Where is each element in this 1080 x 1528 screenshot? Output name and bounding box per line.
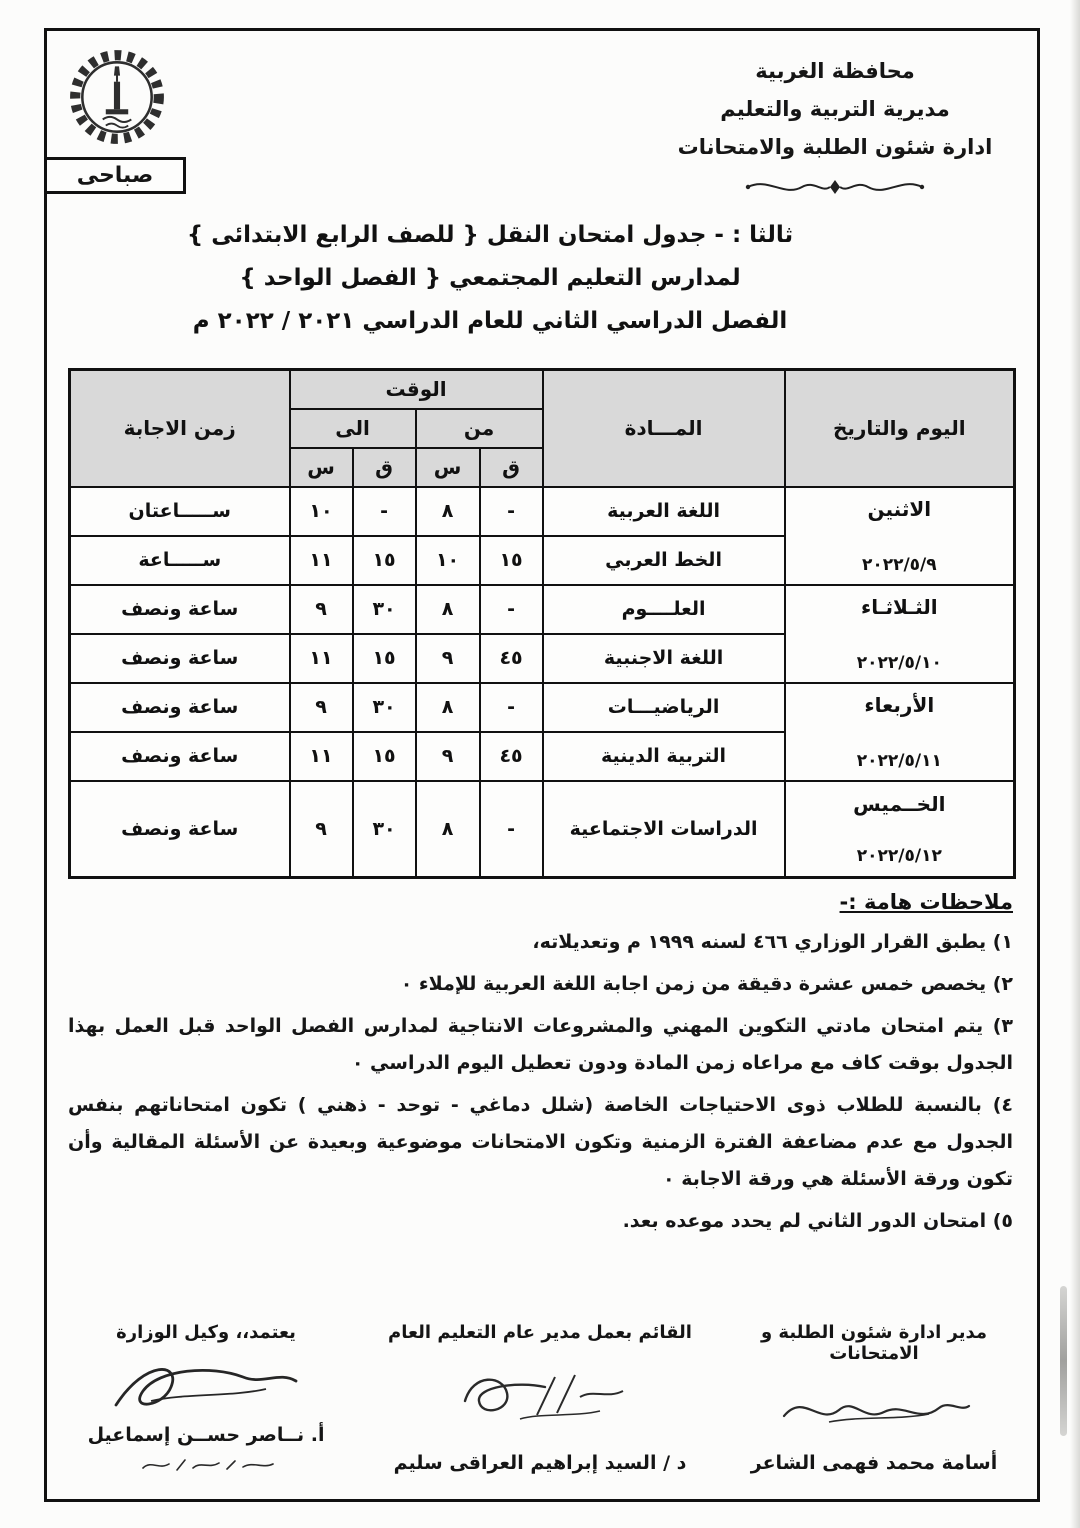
day-cell [785, 585, 1015, 683]
signature-name: د / السيد إبراهيم العراقى سليم [393, 1452, 687, 1474]
to-minutes-cell: ١٥ [353, 634, 416, 683]
to-minutes-cell: ٣٠ [353, 781, 416, 878]
from-hours-cell: ٨ [416, 487, 480, 536]
signature-mark-icon [81, 1355, 331, 1413]
day-name: الخــميس [853, 791, 946, 816]
org-directorate: مديرية التربية والتعليم [720, 97, 950, 121]
handwritten-date-mark-icon [131, 1458, 281, 1474]
header-to: الى [290, 409, 416, 448]
to-hours-cell: ٩ [290, 683, 353, 732]
note-item-3: ٣) يتم امتحان مادتي التكوين المهني والمشروعات الانتاجية لمدارس الفصل الواحد قبل العمل بهذا الجدول بوقت كاف مع مراعاه زمن المادة ودون تعطيل اليوم الدراسي ٠ [68, 1015, 1013, 1075]
org-administration: ادارة شئون الطلبة والامتحانات [677, 135, 993, 159]
from-minutes-cell: - [480, 781, 543, 878]
duration-cell: ساعة ونصف [70, 683, 290, 732]
shift-label-box [44, 157, 186, 194]
header-to-hours: س [290, 448, 353, 487]
from-minutes-cell: ١٥ [480, 536, 543, 585]
header-subject: المـــادة [543, 370, 785, 487]
subject-cell: الدراسات الاجتماعية [543, 781, 785, 878]
signature-title: القائم بعمل مدير عام التعليم العام [388, 1322, 692, 1343]
header-from: من [416, 409, 543, 448]
table-row [70, 585, 1015, 634]
title-line-1: ثالثا : - جدول امتحان النقل { للصف الرابع الابتدائى } [186, 222, 794, 248]
to-hours-cell: ١١ [290, 634, 353, 683]
from-hours-cell: ٨ [416, 781, 480, 878]
exam-schedule-table [68, 368, 1016, 879]
from-minutes-cell: - [480, 683, 543, 732]
from-minutes-cell: - [480, 585, 543, 634]
signature-block-undersecretary [56, 1322, 356, 1474]
to-minutes-cell: - [353, 487, 416, 536]
day-name: الثـلاثـاء [860, 594, 938, 619]
to-hours-cell: ٩ [290, 585, 353, 634]
day-date: ٢٠٢٢/٥/١٢ [856, 845, 942, 866]
table-row [70, 781, 1015, 878]
day-cell [785, 683, 1015, 781]
notes-section [68, 890, 1013, 1245]
table-row [70, 683, 1015, 732]
day-cell [785, 781, 1015, 878]
scan-artifact-streak [1060, 1286, 1067, 1436]
from-hours-cell: ٨ [416, 683, 480, 732]
day-cell [785, 487, 1015, 585]
note-item-1: ١) يطبق القرار الوزاري ٤٦٦ لسنه ١٩٩٩ م وتعديلاته، [532, 931, 1013, 953]
note-item-5: ٥) امتحان الدور الثاني لم يحدد موعده بعد. [622, 1210, 1013, 1233]
subject-cell: اللغة الاجنبية [543, 634, 785, 683]
title-line-2: لمدارس التعليم المجتمعي { الفصل الواحد } [239, 265, 741, 291]
signature-name: أ. نــاصر حســن إسماعيل [87, 1424, 325, 1447]
note-item-2: ٢) يخصص خمس عشرة دقيقة من زمن اجابة اللغة العربية للإملاء ٠ [400, 973, 1013, 996]
scan-edge-shadow [1070, 0, 1080, 1528]
document-title-block [140, 222, 840, 351]
to-hours-cell: ٩ [290, 781, 353, 878]
from-minutes-cell: - [480, 487, 543, 536]
header-day-date: اليوم والتاريخ [785, 370, 1015, 487]
ornament-divider-icon [740, 174, 930, 200]
governorate-logo-icon [66, 46, 168, 148]
subject-cell: الرياضيـــات [543, 683, 785, 732]
signature-block-exams-director [724, 1322, 1024, 1474]
notes-heading: ملاحظات هامة :- [839, 890, 1013, 914]
header-from-minutes: ق [480, 448, 543, 487]
day-date: ٢٠٢٢/٥/٩ [861, 554, 937, 575]
table-row [70, 487, 1015, 536]
signature-name: أسامة محمد فهمى الشاعر [750, 1452, 998, 1474]
signature-mark-icon [769, 1384, 979, 1432]
duration-cell: ســـــاعتان [70, 487, 290, 536]
to-minutes-cell: ٣٠ [353, 585, 416, 634]
day-name: الأربعاء [864, 692, 935, 717]
table-header-row [70, 370, 1015, 409]
signature-row [56, 1322, 1024, 1474]
subject-cell: اللغة العربية [543, 487, 785, 536]
duration-cell: ساعة ونصف [70, 732, 290, 781]
from-hours-cell: ١٠ [416, 536, 480, 585]
header-to-minutes: ق [353, 448, 416, 487]
duration-cell: ســـــاعة [70, 536, 290, 585]
duration-cell: ساعة ونصف [70, 634, 290, 683]
from-minutes-cell: ٤٥ [480, 634, 543, 683]
signature-title: مدير ادارة شئون الطلبة و الامتحانات [760, 1322, 988, 1364]
header-time: الوقت [290, 370, 543, 409]
to-hours-cell: ١١ [290, 536, 353, 585]
note-item-4: ٤) بالنسبة للطلاب ذوى الاحتياجات الخاصة (شلل دماغي - توحد - ذهني ) تكون امتحاناتهم بنفس الجدول مع عدم مضاعفة الفترة الزمنية وتكون الامتحانات موضوعية وبعيدة عن الأسئلة المقالية وأن تكون ورقة الأسئلة هي ورقة الاجابة ٠ [68, 1094, 1013, 1191]
to-hours-cell: ١٠ [290, 487, 353, 536]
day-date: ٢٠٢٢/٥/١١ [856, 750, 942, 771]
duration-cell: ساعة ونصف [70, 585, 290, 634]
day-date: ٢٠٢٢/٥/١٠ [856, 652, 942, 673]
duration-cell: ساعة ونصف [70, 781, 290, 878]
signature-mark-icon [425, 1367, 655, 1429]
signature-title: يعتمد،، وكيل الوزارة [116, 1322, 296, 1343]
to-minutes-cell: ١٥ [353, 536, 416, 585]
subject-cell: العلــــوم [543, 585, 785, 634]
letterhead [660, 52, 1010, 200]
header-answer-time: زمن الاجابة [70, 370, 290, 487]
from-minutes-cell: ٤٥ [480, 732, 543, 781]
from-hours-cell: ٨ [416, 585, 480, 634]
subject-cell: الخط العربي [543, 536, 785, 585]
shift-label: صباحى [76, 163, 154, 188]
header-from-hours: س [416, 448, 480, 487]
title-line-3: الفصل الدراسي الثاني للعام الدراسي ٢٠٢١ / ٢٠٢٢ م [192, 308, 788, 334]
day-name: الاثنين [867, 496, 932, 521]
to-minutes-cell: ٣٠ [353, 683, 416, 732]
from-hours-cell: ٩ [416, 732, 480, 781]
to-hours-cell: ١١ [290, 732, 353, 781]
org-governorate: محافظة الغربية [755, 59, 915, 83]
to-minutes-cell: ١٥ [353, 732, 416, 781]
from-hours-cell: ٩ [416, 634, 480, 683]
signature-block-general-education-director [370, 1322, 710, 1474]
subject-cell: التربية الدينية [543, 732, 785, 781]
